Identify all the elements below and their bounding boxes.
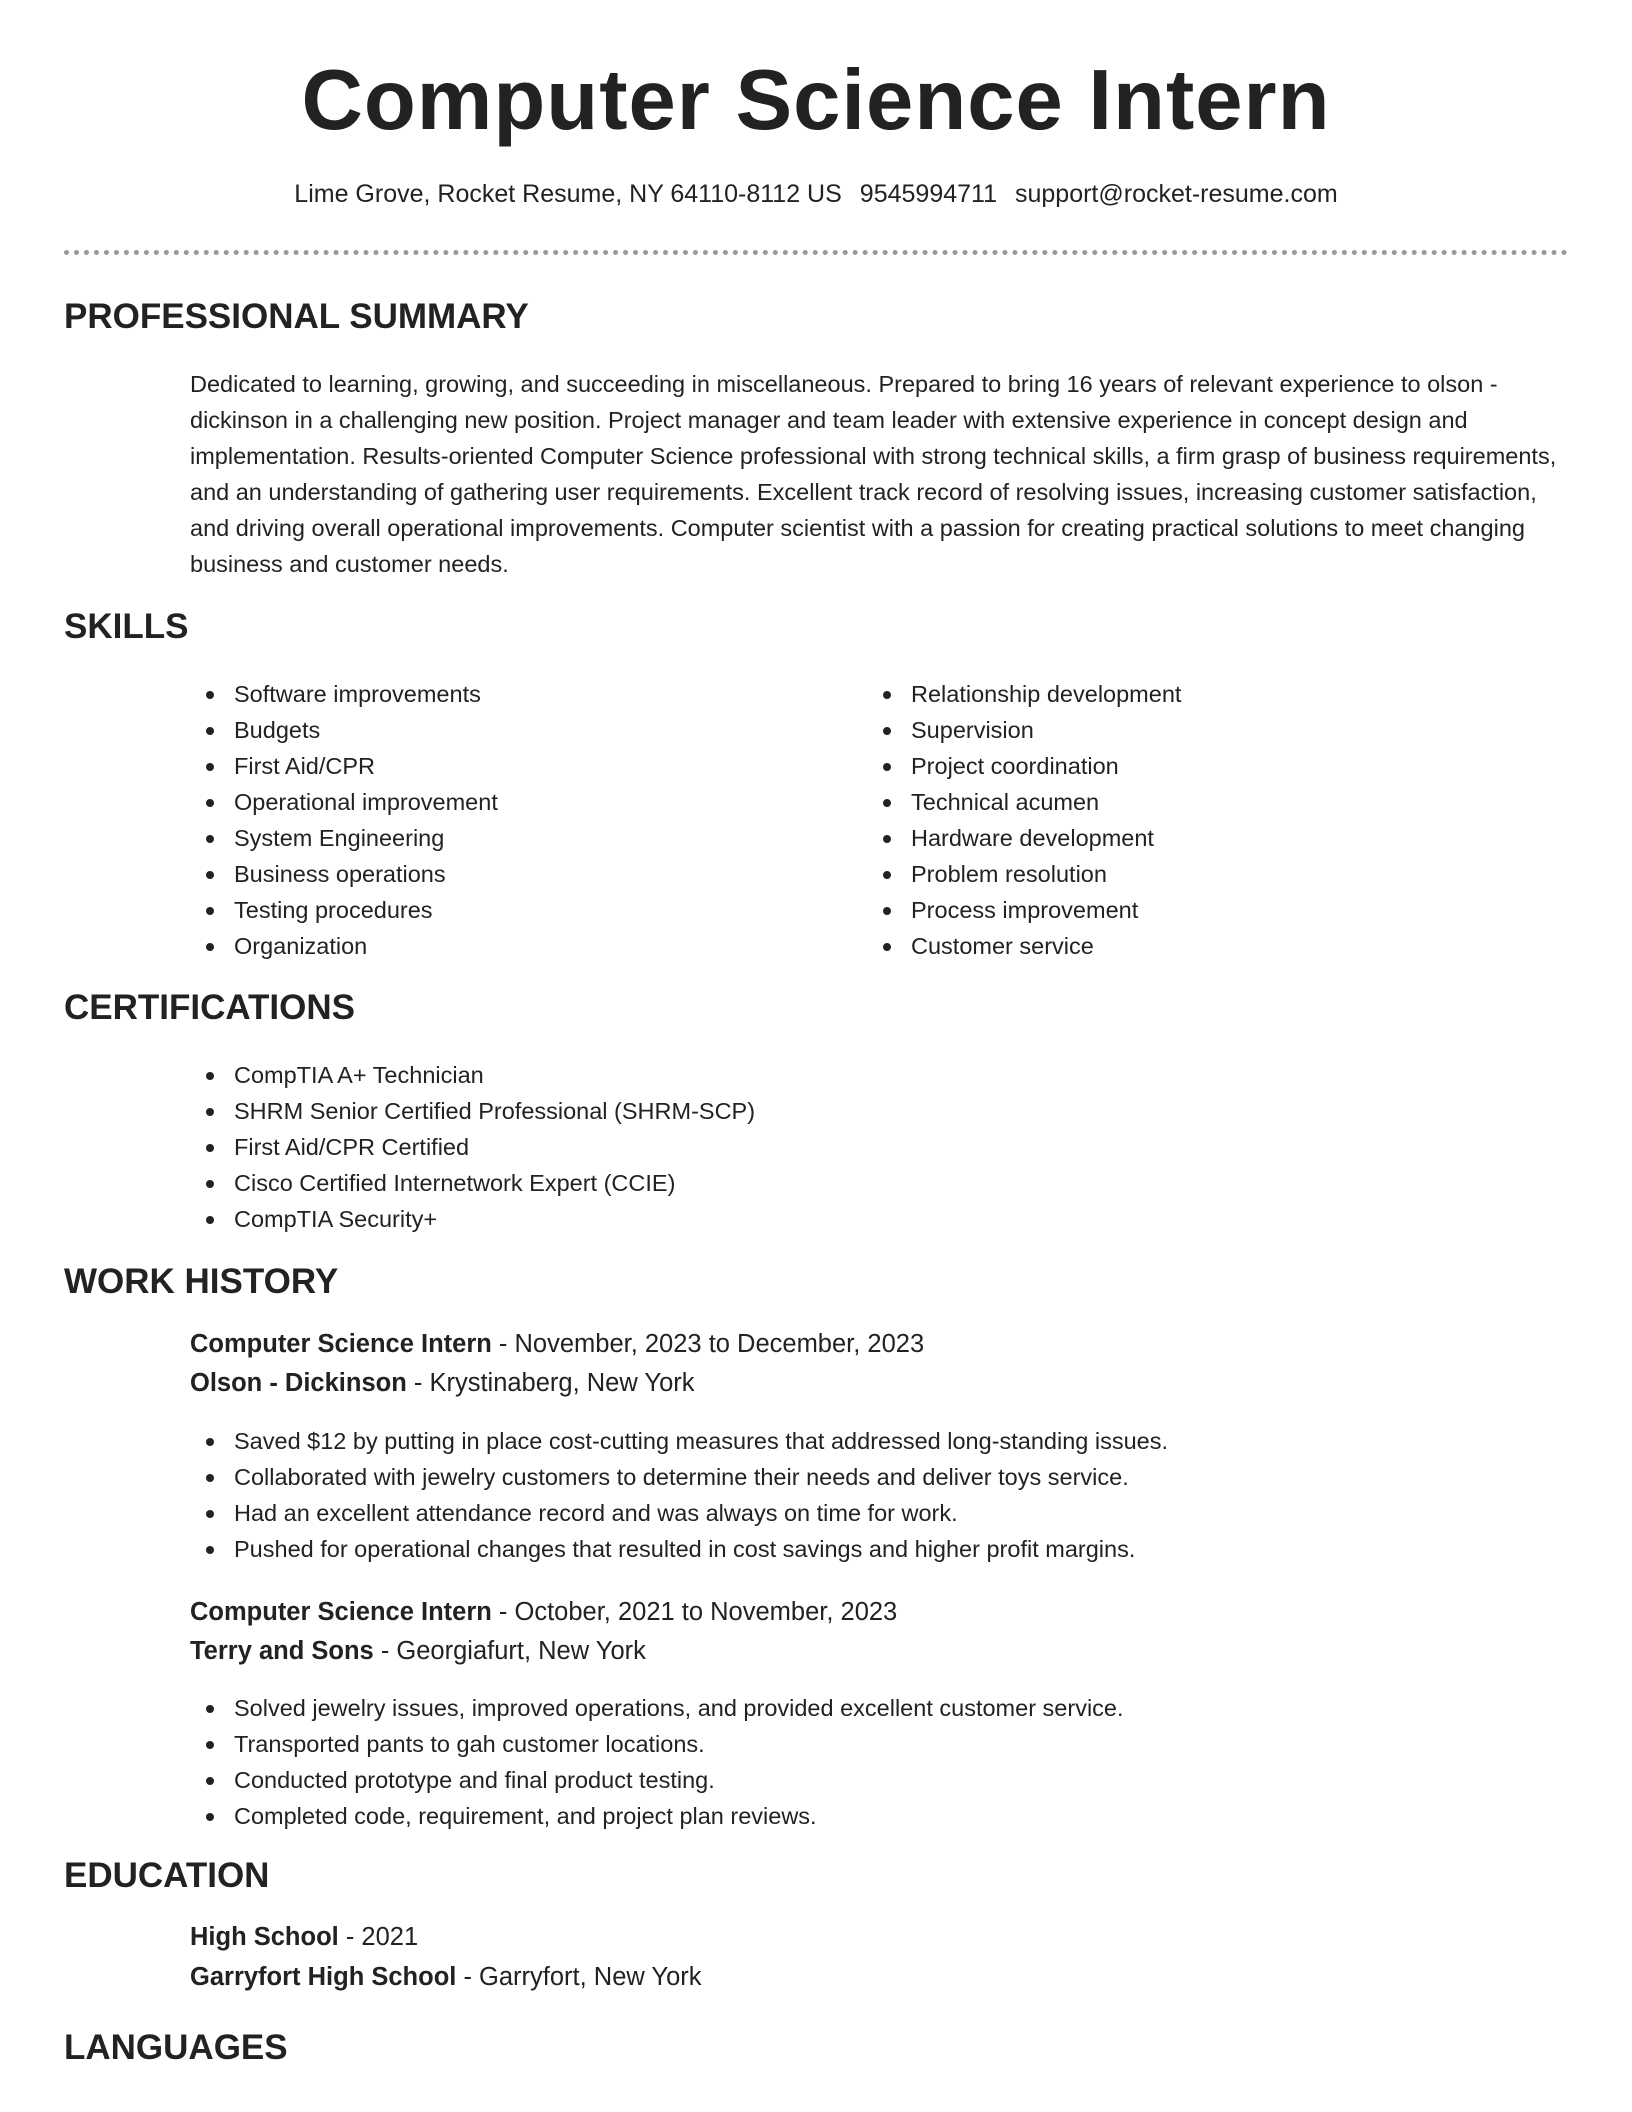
- job-location: - Georgiafurt, New York: [373, 1637, 646, 1665]
- list-item: Relationship development: [867, 676, 1507, 712]
- job-company-line: [190, 1369, 695, 1398]
- job-dates: - October, 2021 to November, 2023: [491, 1598, 898, 1626]
- job-title-line: [190, 1598, 897, 1627]
- list-item: Project coordination: [867, 748, 1507, 784]
- list-item: Technical acumen: [867, 784, 1507, 820]
- list-item: Had an excellent attendance record and was always on time for work.: [190, 1495, 1540, 1531]
- contact-line: [0, 180, 1632, 209]
- education-school-line: [190, 1963, 702, 1992]
- job-title-line: [190, 1330, 924, 1359]
- list-item: Conducted prototype and final product testing.: [190, 1762, 1540, 1798]
- list-item: Hardware development: [867, 820, 1507, 856]
- job-role: Computer Science Intern: [190, 1598, 492, 1626]
- list-item: Organization: [190, 928, 830, 964]
- section-title-skills: SKILLS: [64, 607, 189, 646]
- list-item: Testing procedures: [190, 892, 830, 928]
- contact-phone: 9545994711: [859, 180, 997, 208]
- contact-email[interactable]: support@rocket-resume.com: [1014, 180, 1338, 208]
- job-dates: - November, 2023 to December, 2023: [491, 1330, 925, 1358]
- list-item: Solved jewelry issues, improved operations, and provided excellent customer service.: [190, 1690, 1540, 1726]
- job-company: Terry and Sons: [190, 1637, 374, 1665]
- section-title-languages: LANGUAGES: [64, 2028, 288, 2067]
- list-item: Customer service: [867, 928, 1507, 964]
- summary-text: Dedicated to learning, growing, and succeeding in miscellaneous. Prepared to bring 16 years of relevant experience to olson - dickinson in a challenging new position. Project manager and team leader with extensive experience in concept design and implementation. Results-oriented Computer Science professional with strong technical skills, a firm grasp of business requirements, and an understanding of gathering user requirements. Excellent track record of resolving issues, increasing customer satisfaction, and driving overall operational improvements. Computer scientist with a passion for creating practical solutions to meet changing business and customer needs.: [190, 371, 1557, 577]
- section-title-summary: PROFESSIONAL SUMMARY: [64, 297, 529, 336]
- list-item: Transported pants to gah customer locations.: [190, 1726, 1540, 1762]
- list-item: Operational improvement: [190, 784, 830, 820]
- list-item: Process improvement: [867, 892, 1507, 928]
- job-bullets: [190, 1690, 1540, 1834]
- job-location: - Krystinaberg, New York: [406, 1369, 695, 1397]
- education-degree-line: [190, 1923, 418, 1952]
- section-title-work-history: WORK HISTORY: [64, 1262, 339, 1301]
- skills-list-left: [190, 676, 830, 964]
- education-degree: High School: [190, 1923, 339, 1951]
- list-item: First Aid/CPR Certified: [190, 1129, 1490, 1165]
- list-item: Problem resolution: [867, 856, 1507, 892]
- header-divider: [64, 250, 1568, 255]
- job-company: Olson - Dickinson: [190, 1369, 407, 1397]
- education-year: - 2021: [338, 1923, 419, 1951]
- list-item: System Engineering: [190, 820, 830, 856]
- list-item: Business operations: [190, 856, 830, 892]
- list-item: SHRM Senior Certified Professional (SHRM-SCP): [190, 1093, 1490, 1129]
- list-item: First Aid/CPR: [190, 748, 830, 784]
- list-item: Cisco Certified Internetwork Expert (CCIE): [190, 1165, 1490, 1201]
- education-school: Garryfort High School: [190, 1963, 457, 1991]
- job-company-line: [190, 1637, 646, 1666]
- list-item: Pushed for operational changes that resulted in cost savings and higher profit margins.: [190, 1531, 1540, 1567]
- resume-name: Computer Science Intern: [301, 53, 1331, 148]
- certifications-list: [190, 1057, 1490, 1237]
- list-item: Supervision: [867, 712, 1507, 748]
- job-role: Computer Science Intern: [190, 1330, 492, 1358]
- list-item: Saved $12 by putting in place cost-cutting measures that addressed long-standing issues.: [190, 1423, 1540, 1459]
- skills-list-right: [867, 676, 1507, 964]
- job-bullets: [190, 1423, 1540, 1567]
- list-item: Software improvements: [190, 676, 830, 712]
- list-item: CompTIA A+ Technician: [190, 1057, 1490, 1093]
- list-item: CompTIA Security+: [190, 1201, 1490, 1237]
- section-title-education: EDUCATION: [64, 1856, 270, 1895]
- section-title-certifications: CERTIFICATIONS: [64, 988, 356, 1027]
- list-item: Completed code, requirement, and project plan reviews.: [190, 1798, 1540, 1834]
- contact-address: Lime Grove, Rocket Resume, NY 64110-8112 US: [294, 180, 842, 208]
- list-item: Collaborated with jewelry customers to determine their needs and deliver toys service.: [190, 1459, 1540, 1495]
- list-item: Budgets: [190, 712, 830, 748]
- education-location: - Garryfort, New York: [456, 1963, 702, 1991]
